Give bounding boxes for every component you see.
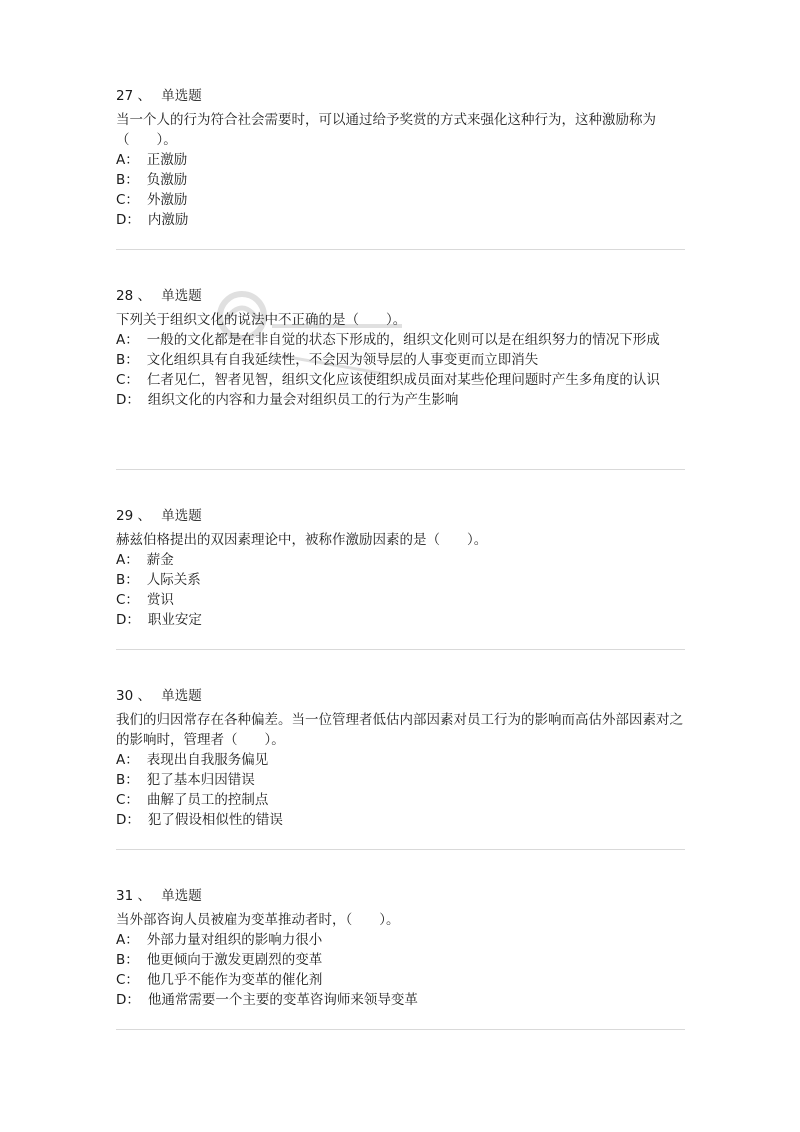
option-b <box>116 770 686 790</box>
question-stem: 当外部咨询人员被雇为变革推动者时，（ ）。 <box>116 912 400 928</box>
option-c <box>116 190 686 210</box>
option-key: C： <box>116 192 139 208</box>
option-a <box>116 750 686 770</box>
option-text: 一般的文化都是在非自觉的状态下形成的，组织文化则可以是在组织努力的情况下形成 <box>146 332 660 348</box>
option-b <box>116 350 686 370</box>
option-text: 薪金 <box>146 552 174 568</box>
question-header <box>116 686 686 706</box>
option-text: 人际关系 <box>146 572 201 588</box>
option-text: 犯了假设相似性的错误 <box>147 812 283 828</box>
option-c <box>116 370 686 390</box>
option-text: 职业安定 <box>147 612 202 628</box>
question-type: 单选题 <box>161 888 202 904</box>
option-key: B： <box>116 352 139 368</box>
option-c <box>116 590 686 610</box>
option-key: A： <box>116 752 139 768</box>
question-stem: 我们的归因常存在各种偏差。当一位管理者低估内部因素对员工行为的影响而高估外部因素对之的影响时，管理者（ ）。 <box>116 712 683 748</box>
question-number: 30 <box>116 688 134 704</box>
option-a <box>116 550 686 570</box>
question-separator: 、 <box>137 888 151 904</box>
question-separator: 、 <box>137 508 151 524</box>
question-divider <box>116 649 685 650</box>
question-divider <box>116 469 685 470</box>
option-b <box>116 570 686 590</box>
option-text: 他更倾向于激发更剧烈的变革 <box>146 952 323 968</box>
option-text: 内激励 <box>147 212 189 228</box>
question-number: 27 <box>116 88 134 104</box>
option-d <box>116 610 686 630</box>
question-header <box>116 886 686 906</box>
question-number: 29 <box>116 508 134 524</box>
question-separator: 、 <box>137 688 151 704</box>
option-key: C： <box>116 792 139 808</box>
option-key: A： <box>116 932 139 948</box>
option-b <box>116 170 686 190</box>
option-c <box>116 790 686 810</box>
question-29 <box>116 506 686 630</box>
option-c <box>116 970 686 990</box>
option-key: D： <box>116 992 140 1008</box>
question-number: 28 <box>116 288 134 304</box>
option-d <box>116 390 686 410</box>
question-stem: 下列关于组织文化的说法中不正确的是（ ）。 <box>116 312 407 328</box>
question-header <box>116 506 686 526</box>
question-28 <box>116 286 686 410</box>
question-header <box>116 86 686 106</box>
option-text: 组织文化的内容和力量会对组织员工的行为产生影响 <box>147 392 459 408</box>
option-text: 文化组织具有自我延续性，不会因为领导层的人事变更而立即消失 <box>146 352 539 368</box>
option-a <box>116 930 686 950</box>
option-text: 外部力量对组织的影响力很小 <box>146 932 323 948</box>
question-30 <box>116 686 686 830</box>
option-key: D： <box>116 212 140 228</box>
option-key: D： <box>116 392 140 408</box>
option-d <box>116 990 686 1010</box>
option-text: 外激励 <box>146 192 188 208</box>
question-divider <box>116 1029 685 1030</box>
option-d <box>116 210 686 230</box>
option-text: 赏识 <box>146 592 174 608</box>
option-text: 他通常需要一个主要的变革咨询师来领导变革 <box>147 992 418 1008</box>
option-b <box>116 950 686 970</box>
option-key: B： <box>116 952 139 968</box>
option-key: A： <box>116 152 139 168</box>
option-key: B： <box>116 172 139 188</box>
question-type: 单选题 <box>161 508 202 524</box>
option-key: A： <box>116 332 139 348</box>
question-type: 单选题 <box>161 688 202 704</box>
option-text: 仁者见仁，智者见智，组织文化应该使组织成员面对某些伦理问题时产生多角度的认识 <box>146 372 660 388</box>
option-text: 正激励 <box>146 152 188 168</box>
option-key: D： <box>116 612 140 628</box>
option-text: 犯了基本归因错误 <box>146 772 255 788</box>
question-separator: 、 <box>137 288 151 304</box>
question-type: 单选题 <box>161 288 202 304</box>
question-divider <box>116 249 685 250</box>
question-divider <box>116 849 685 850</box>
question-stem: 当一个人的行为符合社会需要时，可以通过给予奖赏的方式来强化这种行为，这种激励称为（ ）。 <box>116 112 656 148</box>
question-type: 单选题 <box>161 88 202 104</box>
option-key: A： <box>116 552 139 568</box>
option-a <box>116 150 686 170</box>
option-text: 曲解了员工的控制点 <box>146 792 269 808</box>
question-number: 31 <box>116 888 134 904</box>
option-text: 他几乎不能作为变革的催化剂 <box>146 972 323 988</box>
option-key: C： <box>116 372 139 388</box>
question-27 <box>116 86 686 230</box>
question-header <box>116 286 686 306</box>
question-stem: 赫兹伯格提出的双因素理论中，被称作激励因素的是（ ）。 <box>116 532 488 548</box>
option-d <box>116 810 686 830</box>
question-31 <box>116 886 686 1010</box>
option-key: C： <box>116 972 139 988</box>
option-key: B： <box>116 572 139 588</box>
option-text: 表现出自我服务偏见 <box>146 752 269 768</box>
option-text: 负激励 <box>146 172 188 188</box>
option-a <box>116 330 686 350</box>
option-key: B： <box>116 772 139 788</box>
option-key: C： <box>116 592 139 608</box>
question-separator: 、 <box>137 88 151 104</box>
option-key: D： <box>116 812 140 828</box>
